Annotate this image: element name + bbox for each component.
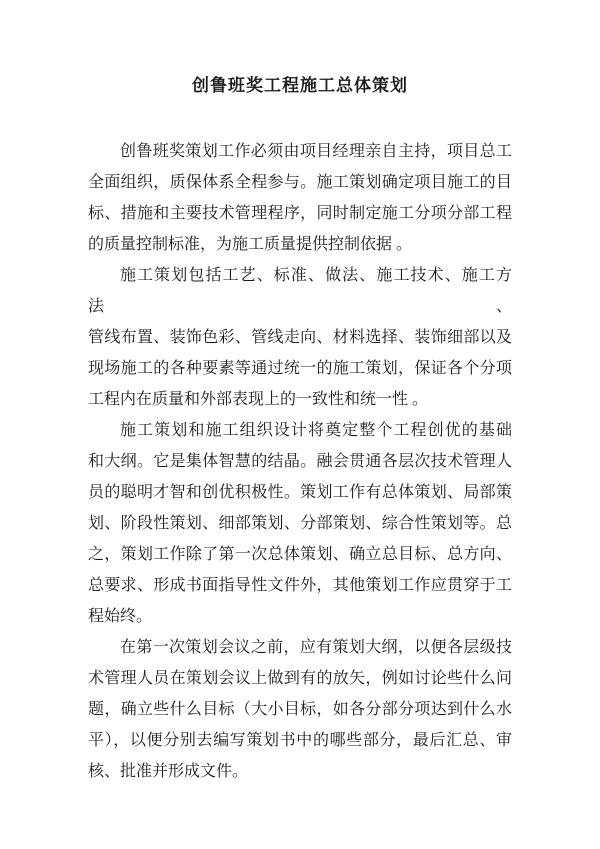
text-line: 题，确立些什么目标（大小目标，如各分部分项达到什么水 <box>88 701 512 718</box>
document-title: 创鲁班奖工程施工总体策划 <box>192 76 408 95</box>
text-line: 核、批准并形成文件。 <box>88 763 249 780</box>
text-line: 之，策划工作除了第一次总体策划、确立总目标、总方向、 <box>88 546 512 563</box>
text-line: 施工策划包括工艺、标准、做法、施工技术、施工方法、 <box>88 267 512 315</box>
paragraph-4 <box>88 632 512 787</box>
paragraph-3 <box>88 415 512 632</box>
text-line: 的质量控制标准，为施工质量提供控制依据 。 <box>88 236 413 253</box>
text-line: 现场施工的各种要素等通过统一的施工策划，保证各个分项 <box>88 360 512 377</box>
text-line: 总要求、形成书面指导性文件外，其他策划工作应贯穿于工 <box>88 577 512 594</box>
text-line: 创鲁班奖策划工作必须由项目经理亲自主持，项目总工 <box>120 143 512 160</box>
text-line: 划、阶段性策划、细部策划、分部策划、综合性策划等。总 <box>88 515 512 532</box>
text-line: 程始终。 <box>88 608 153 625</box>
paragraph-2 <box>88 260 512 415</box>
text-line: 标、措施和主要技术管理程序，同时制定施工分项分部工程 <box>88 205 512 222</box>
text-line: 平），以便分别去编写策划书中的哪些部分，最后汇总、审 <box>88 732 512 749</box>
text-line: 管线布置、装饰色彩、管线走向、材料选择、装饰细部以及 <box>88 329 512 346</box>
text-line: 全面组织，质保体系全程参与。施工策划确定项目施工的目 <box>88 174 512 191</box>
text-line: 术管理人员在策划会议上做到有的放矢，例如讨论些什么问 <box>88 670 512 687</box>
paragraph-1 <box>88 136 512 260</box>
document-body <box>88 136 512 787</box>
text-line: 员的聪明才智和创优积极性。策划工作有总体策划、局部策 <box>88 484 512 501</box>
text-line: 工程内在质量和外部表现上的一致性和统一性 。 <box>88 391 429 408</box>
text-line: 和大纲。它是集体智慧的结晶。融会贯通各层次技术管理人 <box>88 453 512 470</box>
text-line: 施工策划和施工组织设计将奠定整个工程创优的基础 <box>120 422 512 439</box>
text-line: 在第一次策划会议之前，应有策划大纲，以便各层级技 <box>120 639 512 656</box>
